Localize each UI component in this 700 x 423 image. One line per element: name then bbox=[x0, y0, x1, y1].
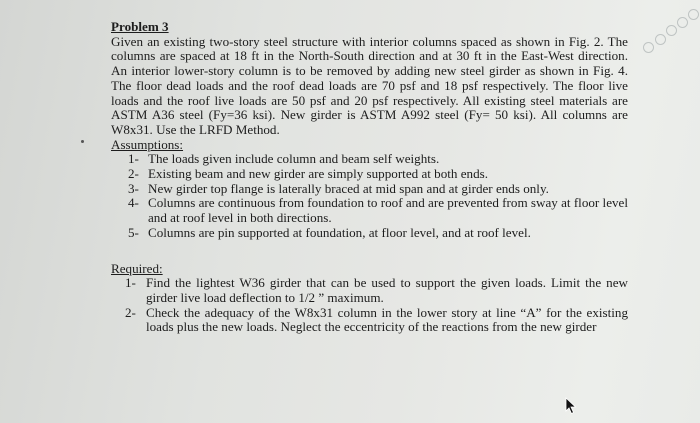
assumptions-heading: Assumptions: bbox=[111, 136, 184, 152]
assumption-number: 2- bbox=[128, 166, 139, 182]
assumption-text: The loads given include column and beam self weights. bbox=[148, 151, 440, 167]
required-list bbox=[111, 276, 628, 335]
binder-ring-icon bbox=[677, 17, 688, 28]
binder-ring-icon bbox=[688, 9, 699, 20]
margin-dot bbox=[81, 140, 84, 143]
required-heading: Required: bbox=[111, 260, 163, 276]
mouse-cursor-icon bbox=[565, 397, 577, 415]
assumption-item bbox=[111, 152, 628, 167]
required-item bbox=[111, 306, 628, 335]
assumption-item bbox=[111, 226, 628, 241]
assumption-number: 5- bbox=[128, 224, 139, 240]
binder-ring-icon bbox=[666, 25, 677, 36]
assumption-number: 4- bbox=[128, 195, 139, 211]
assumption-text: Columns are pin supported at foundation, at floor level, and at roof level. bbox=[148, 224, 531, 240]
required-item bbox=[111, 276, 628, 305]
required-number: 1- bbox=[125, 275, 136, 291]
assumption-item bbox=[111, 167, 628, 182]
problem-text-block bbox=[111, 20, 628, 335]
assumptions-list bbox=[111, 152, 628, 240]
required-text: Find the lightest W36 girder that can be used to support the given loads. Limit the new girder live load deflection to 1/2 ” maximum. bbox=[146, 275, 628, 305]
assumption-item bbox=[111, 196, 628, 225]
assumption-text: Columns are continuous from foundation to roof and are prevented from sway at floor level and at roof level in both directions. bbox=[148, 195, 628, 226]
assumption-text: Existing beam and new girder are simply supported at both ends. bbox=[148, 166, 488, 182]
section-spacer bbox=[111, 241, 628, 262]
assumption-item bbox=[111, 182, 628, 197]
required-number: 2- bbox=[125, 304, 136, 320]
binder-ring-icon bbox=[655, 34, 666, 45]
required-text: Check the adequacy of the W8x31 column in the lower story at line “A” for the existing loads plus the new loads. Neglect the eccentricity of the reactions from the new girder bbox=[146, 304, 628, 335]
binder-ring-icon bbox=[643, 42, 654, 53]
assumption-number: 1- bbox=[128, 151, 139, 167]
problem-title: Problem 3 bbox=[111, 19, 169, 34]
assumption-number: 3- bbox=[128, 180, 139, 196]
problem-statement: Given an existing two-story steel structure with interior columns spaced as shown in Fig. 2. The columns are spaced at 18 ft in the North-South direction and at 30 ft in the East-West direction. An interior lower-story column is to be removed by adding new steel girder as shown in Fig. 4. The floor dead loads and the roof dead loads are 70 psf and 18 psf respectively. The floor live loads and the roof live loads are 50 psf and 20 psf respectively. All existing steel materials are ASTM A36 steel (Fy=36 ksi). New girder is ASTM A992 steel (Fy= 50 ksi). All columns are W8x31. Use the LRFD Method. bbox=[111, 33, 628, 137]
assumption-text: New girder top flange is laterally braced at mid span and at girder ends only. bbox=[148, 180, 549, 196]
